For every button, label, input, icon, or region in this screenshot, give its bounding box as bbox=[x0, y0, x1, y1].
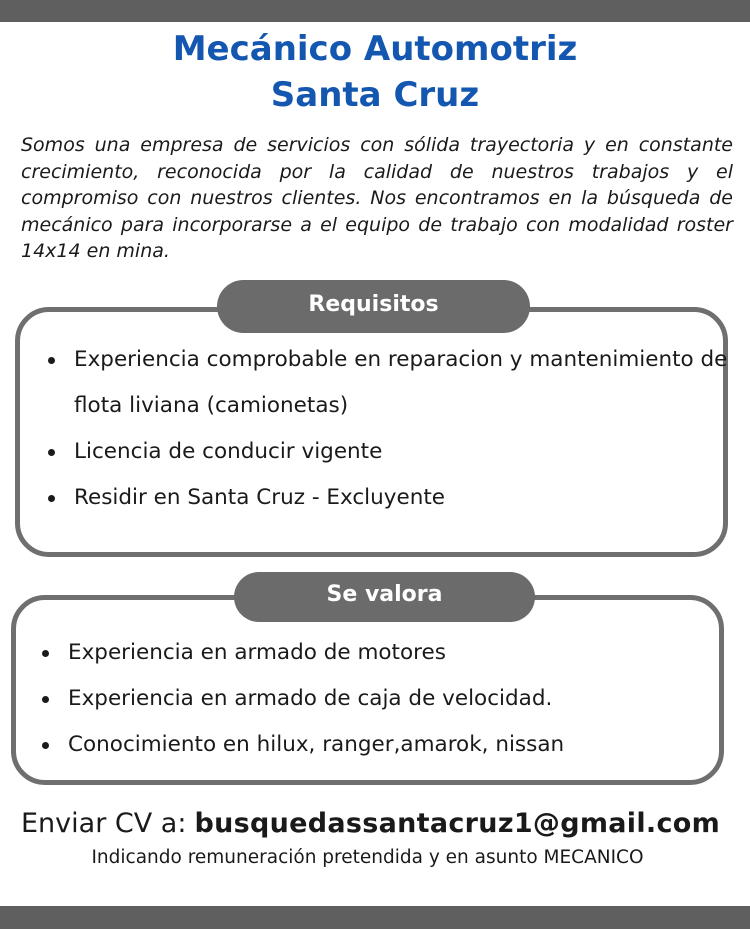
se-valora-list bbox=[42, 630, 712, 768]
intro-paragraph: Somos una empresa de servicios con sólida trayectoria y en constante crecimiento, reconocida por la calidad de nuestros trabajos y el compromiso con nuestros clientes. Nos encontramos en la búsqueda de mecánico para incorporarse a el equipo de trabajo con modalidad roster 14x14 en mina. bbox=[21, 134, 733, 262]
bottom-bar bbox=[0, 906, 750, 929]
title-line-1: Mecánico Automotriz bbox=[172, 29, 578, 69]
list-item: Experiencia en armado de caja de velocidad. bbox=[42, 676, 712, 722]
send-cv-label: Enviar CV a: bbox=[21, 808, 187, 839]
requisitos-heading: Requisitos bbox=[217, 280, 530, 333]
requisitos-list bbox=[48, 337, 728, 521]
contact-email[interactable]: busquedassantacruz1@gmail.com bbox=[194, 808, 721, 839]
se-valora-heading: Se valora bbox=[234, 572, 535, 622]
top-bar bbox=[0, 0, 750, 22]
list-item: Licencia de conducir vigente bbox=[48, 429, 728, 475]
list-item: Experiencia comprobable en reparacion y mantenimiento de flota liviana (camionetas) bbox=[48, 337, 728, 429]
subject-note: Indicando remuneración pretendida y en asunto MECANICO bbox=[91, 847, 644, 868]
list-item: Experiencia en armado de motores bbox=[42, 630, 712, 676]
title-line-2: Santa Cruz bbox=[270, 75, 480, 115]
list-item: Residir en Santa Cruz - Excluyente bbox=[48, 475, 728, 521]
list-item: Conocimiento en hilux, ranger,amarok, nissan bbox=[42, 722, 712, 768]
page-title bbox=[0, 26, 750, 118]
send-cv-line bbox=[21, 804, 741, 844]
